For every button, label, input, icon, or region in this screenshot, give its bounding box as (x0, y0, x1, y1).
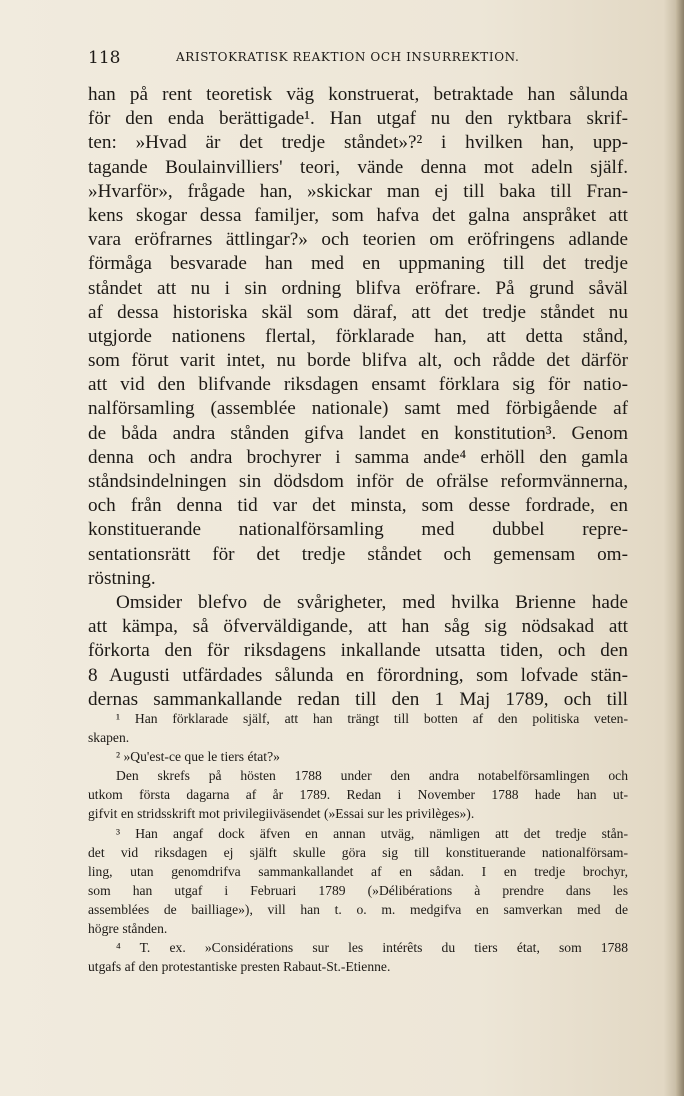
footnote-line: gifvit en stridsskrift mot privilegiiväsendet (»Essai sur les privilèges»). (88, 806, 475, 822)
body-line: att vid den blifvande riksdagen ensamt förklara sig för natio- (88, 374, 628, 396)
footnote-line: ² »Qu'est-ce que le tiers état?» (116, 749, 280, 765)
body-line: nalförsamling (assemblée nationale) samt med förbigående af (88, 398, 628, 420)
body-line: förmåga besvarade han med en uppmaning till det tredje (88, 253, 628, 275)
paragraph-start-line: Omsider blefvo de svårigheter, med hvilka Brienne hade (116, 591, 628, 613)
page-number: 118 (88, 48, 121, 68)
body-line: att kämpa, så öfverväldigande, att han såg sig nödsakad att (88, 616, 628, 638)
footnote-line: assemblées de bailliage»), vill han t. o. m. medgifva en samverkan med de (88, 901, 628, 917)
footnote-line: ⁴ T. ex. »Considérations sur les intérêts du tiers état, som 1788 (116, 940, 628, 956)
body-line: af dessa historiska skäl som däraf, att det tredje ståndet nu (88, 301, 628, 323)
body-line: förkorta den för riksdagens inkallande utsatta tiden, och den (88, 640, 628, 662)
footnote-line: det vid riksdagen ej själft skulle göra sig till konstituerande nationalförsam- (88, 844, 628, 860)
body-line: han på rent teoretisk väg konstruerat, betraktade han sålunda (88, 84, 628, 105)
footnote-line: högre stånden. (88, 921, 168, 937)
body-line: ten: »Hvad är det tredje ståndet»?² i hvilken han, upp- (88, 132, 628, 154)
body-line: utgjorde nationens flertal, förklarade han, att detta stånd, (88, 325, 628, 347)
body-line: de båda andra stånden gifva landet en konstitution³. Genom (88, 422, 628, 444)
page-header (88, 48, 638, 72)
footnote-line: ¹ Han förklarade själf, att han trängt till botten af den politiska veten- (116, 711, 628, 726)
body-line: ståndsindelningen sin dödsdom inför de ofrälse reformvännerna, (88, 471, 628, 492)
body-line: tagande Boulainvilliers' teori, vände denna mot adeln själf. (88, 156, 628, 178)
body-line: ståndet att nu i sin ordning blifva eröfrare. På grund såväl (88, 277, 628, 299)
footnote-line: som han utgaf i Februari 1789 (»Délibérations à prendre dans les (88, 882, 628, 898)
body-line: vara eröfrarnes ättlingar?» och teorien om eröfringens adlande (88, 229, 628, 251)
body-line: 8 Augusti utfärdades sålunda en förordning, som lofvade stän- (88, 664, 628, 686)
body-line: »Hvarför», frågade han, »skickar man ej till baka till Fran- (88, 180, 628, 202)
footnote-line: skapen. (88, 730, 130, 746)
running-head: ARISTOKRATISK REAKTION OCH INSURREKTION. (176, 50, 520, 64)
footnote-line: utkom första dagarna af år 1789. Redan i November 1788 hade han ut- (88, 787, 628, 803)
body-line: för den enda berättigade¹. Han utgaf nu den ryktbara skrif- (88, 108, 628, 130)
body-line: kens skogar dessa familjer, som hafva det galna anspråket att (88, 204, 628, 226)
footnotes (88, 709, 628, 976)
body-line: och från denna tid var det minsta, som desse fordrade, en (88, 495, 628, 517)
body-line: sentationsrätt för det tredje ståndet och gemensam om- (88, 543, 628, 565)
footnote-line: ³ Han angaf dock äfven en annan utväg, nämligen att det tredje stån- (116, 825, 628, 841)
page-edge (676, 0, 684, 1096)
body-line: röstning. (88, 567, 156, 589)
body-line: dernas sammankallande redan till den 1 Maj 1789, och till (88, 688, 628, 710)
body-line: konstituerande nationalförsamling med dubbel repre- (88, 519, 628, 541)
body-line: denna och andra brochyrer i samma ande⁴ erhöll den gamla (88, 446, 628, 468)
body-text (88, 83, 628, 712)
body-line: som förut varit intet, nu borde blifva alt, och rådde det därför (88, 350, 628, 372)
footnote-line: Den skrefs på hösten 1788 under den andra notabelförsamlingen och (116, 768, 628, 784)
footnote-line: ling, utan genomdrifva sammankallandet af en sådan. I en tredje brochyr, (88, 863, 628, 879)
footnote-line: utgafs af den protestantiske presten Rabaut-St.-Etienne. (88, 959, 391, 975)
